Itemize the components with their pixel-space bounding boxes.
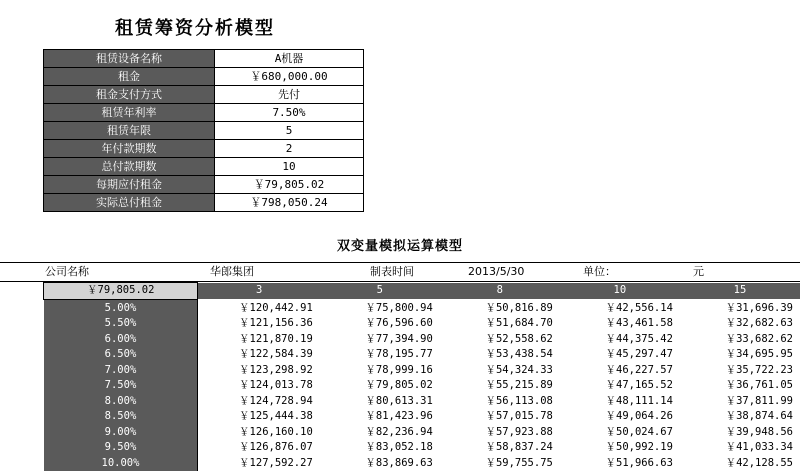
rate-cell[interactable]: 5.50% [44,316,198,332]
param-value[interactable]: 10 [215,158,364,176]
value-cell[interactable]: ￥38,874.64 [680,409,800,425]
param-row [44,104,364,122]
value-cell[interactable]: ￥51,966.63 [560,456,680,472]
value-cell[interactable]: ￥42,128.55 [680,456,800,472]
param-value[interactable]: ￥680,000.00 [215,68,364,86]
value-cell[interactable]: ￥54,324.33 [440,363,560,379]
table-row [44,378,800,394]
param-label: 租金 [44,68,215,86]
value-cell[interactable]: ￥122,584.39 [198,347,320,363]
value-cell[interactable]: ￥49,064.26 [560,409,680,425]
rate-cell[interactable]: 10.00% [44,456,198,472]
rate-cell[interactable]: 7.00% [44,363,198,379]
table-row [44,316,800,332]
value-cell[interactable]: ￥51,684.70 [440,316,560,332]
param-row [44,158,364,176]
param-label: 租赁年利率 [44,104,215,122]
value-cell[interactable]: ￥82,236.94 [320,425,440,441]
table-row [44,363,800,379]
rate-cell[interactable]: 9.50% [44,440,198,456]
param-value[interactable]: 5 [215,122,364,140]
value-cell[interactable]: ￥45,297.47 [560,347,680,363]
value-cell[interactable]: ￥127,592.27 [198,456,320,472]
date-label: 制表时间 [370,265,414,278]
company-value[interactable]: 华郎集团 [210,265,254,278]
param-row [44,140,364,158]
table-row [44,332,800,348]
sensitivity-header [0,262,800,282]
param-value[interactable]: 7.50% [215,104,364,122]
value-cell[interactable]: ￥80,613.31 [320,394,440,410]
value-cell[interactable]: ￥83,869.63 [320,456,440,472]
value-cell[interactable]: ￥47,165.52 [560,378,680,394]
value-cell[interactable]: ￥123,298.92 [198,363,320,379]
value-cell[interactable]: ￥121,156.36 [198,316,320,332]
year-header-cell[interactable]: 5 [320,283,440,300]
model-title: 租赁筹资分析模型 [115,18,275,39]
value-cell[interactable]: ￥56,113.08 [440,394,560,410]
value-cell[interactable]: ￥32,682.63 [680,316,800,332]
value-cell[interactable]: ￥57,015.78 [440,409,560,425]
table-row [44,456,800,472]
param-value[interactable]: ￥79,805.02 [215,176,364,194]
value-cell[interactable]: ￥120,442.91 [198,299,320,316]
unit-value[interactable]: 元 [693,265,704,278]
value-cell[interactable]: ￥81,423.96 [320,409,440,425]
rate-cell[interactable]: 6.00% [44,332,198,348]
value-cell[interactable]: ￥34,695.95 [680,347,800,363]
param-row [44,122,364,140]
table-row [44,425,800,441]
rate-cell[interactable]: 8.00% [44,394,198,410]
value-cell[interactable]: ￥39,948.56 [680,425,800,441]
param-value[interactable]: 2 [215,140,364,158]
value-cell[interactable]: ￥124,013.78 [198,378,320,394]
value-cell[interactable]: ￥125,444.38 [198,409,320,425]
value-cell[interactable]: ￥57,923.88 [440,425,560,441]
param-value[interactable]: A机器 [215,50,364,68]
year-header-cell[interactable]: 10 [560,283,680,300]
year-header-cell[interactable]: 8 [440,283,560,300]
parameter-table [43,49,364,212]
value-cell[interactable]: ￥78,999.16 [320,363,440,379]
table-row [44,440,800,456]
years-header-row [44,283,800,300]
sensitivity-table [43,282,800,471]
value-cell[interactable]: ￥50,024.67 [560,425,680,441]
table-row [44,409,800,425]
value-cell[interactable]: ￥35,722.23 [680,363,800,379]
param-row [44,50,364,68]
value-cell[interactable]: ￥55,215.89 [440,378,560,394]
value-cell[interactable]: ￥79,805.02 [320,378,440,394]
date-value[interactable]: 2013/5/30 [468,265,525,278]
value-cell[interactable]: ￥124,728.94 [198,394,320,410]
param-value[interactable]: ￥798,050.24 [215,194,364,212]
value-cell[interactable]: ￥46,227.57 [560,363,680,379]
param-label: 每期应付租金 [44,176,215,194]
param-row [44,68,364,86]
value-cell[interactable]: ￥126,160.10 [198,425,320,441]
value-cell[interactable]: ￥33,682.62 [680,332,800,348]
value-cell[interactable]: ￥50,992.19 [560,440,680,456]
value-cell[interactable]: ￥59,755.75 [440,456,560,472]
value-cell[interactable]: ￥77,394.90 [320,332,440,348]
value-cell[interactable]: ￥83,052.18 [320,440,440,456]
value-cell[interactable]: ￥58,837.24 [440,440,560,456]
value-cell[interactable]: ￥44,375.42 [560,332,680,348]
sensitivity-title: 双变量模拟运算模型 [336,239,463,254]
value-cell[interactable]: ￥75,800.94 [320,299,440,316]
value-cell[interactable]: ￥41,033.34 [680,440,800,456]
rate-cell[interactable]: 8.50% [44,409,198,425]
company-label: 公司名称 [45,265,89,278]
year-header-cell[interactable]: 3 [198,283,320,300]
param-label: 租赁设备名称 [44,50,215,68]
value-cell[interactable]: ￥48,111.14 [560,394,680,410]
rate-cell[interactable]: 5.00% [44,299,198,316]
value-cell[interactable]: ￥50,816.89 [440,299,560,316]
value-cell[interactable]: ￥37,811.99 [680,394,800,410]
param-row [44,86,364,104]
rate-cell[interactable]: 6.50% [44,347,198,363]
value-cell[interactable]: ￥31,696.39 [680,299,800,316]
param-label: 租金支付方式 [44,86,215,104]
value-cell[interactable]: ￥76,596.60 [320,316,440,332]
value-cell[interactable]: ￥43,461.58 [560,316,680,332]
rate-cell[interactable]: 9.00% [44,425,198,441]
value-cell[interactable]: ￥52,558.62 [440,332,560,348]
value-cell[interactable]: ￥126,876.07 [198,440,320,456]
value-cell[interactable]: ￥42,556.14 [560,299,680,316]
param-label: 租赁年限 [44,122,215,140]
value-cell[interactable]: ￥53,438.54 [440,347,560,363]
table-row [44,299,800,316]
table-row [44,347,800,363]
formula-cell[interactable]: ￥79,805.02 [44,283,198,300]
param-row [44,176,364,194]
table-row [44,394,800,410]
param-label: 年付款期数 [44,140,215,158]
year-header-cell[interactable]: 15 [680,283,800,300]
param-label: 总付款期数 [44,158,215,176]
unit-label: 单位： [583,265,616,278]
value-cell[interactable]: ￥78,195.77 [320,347,440,363]
value-cell[interactable]: ￥36,761.05 [680,378,800,394]
param-value[interactable]: 先付 [215,86,364,104]
rate-cell[interactable]: 7.50% [44,378,198,394]
value-cell[interactable]: ￥121,870.19 [198,332,320,348]
param-row [44,194,364,212]
param-label: 实际总付租金 [44,194,215,212]
